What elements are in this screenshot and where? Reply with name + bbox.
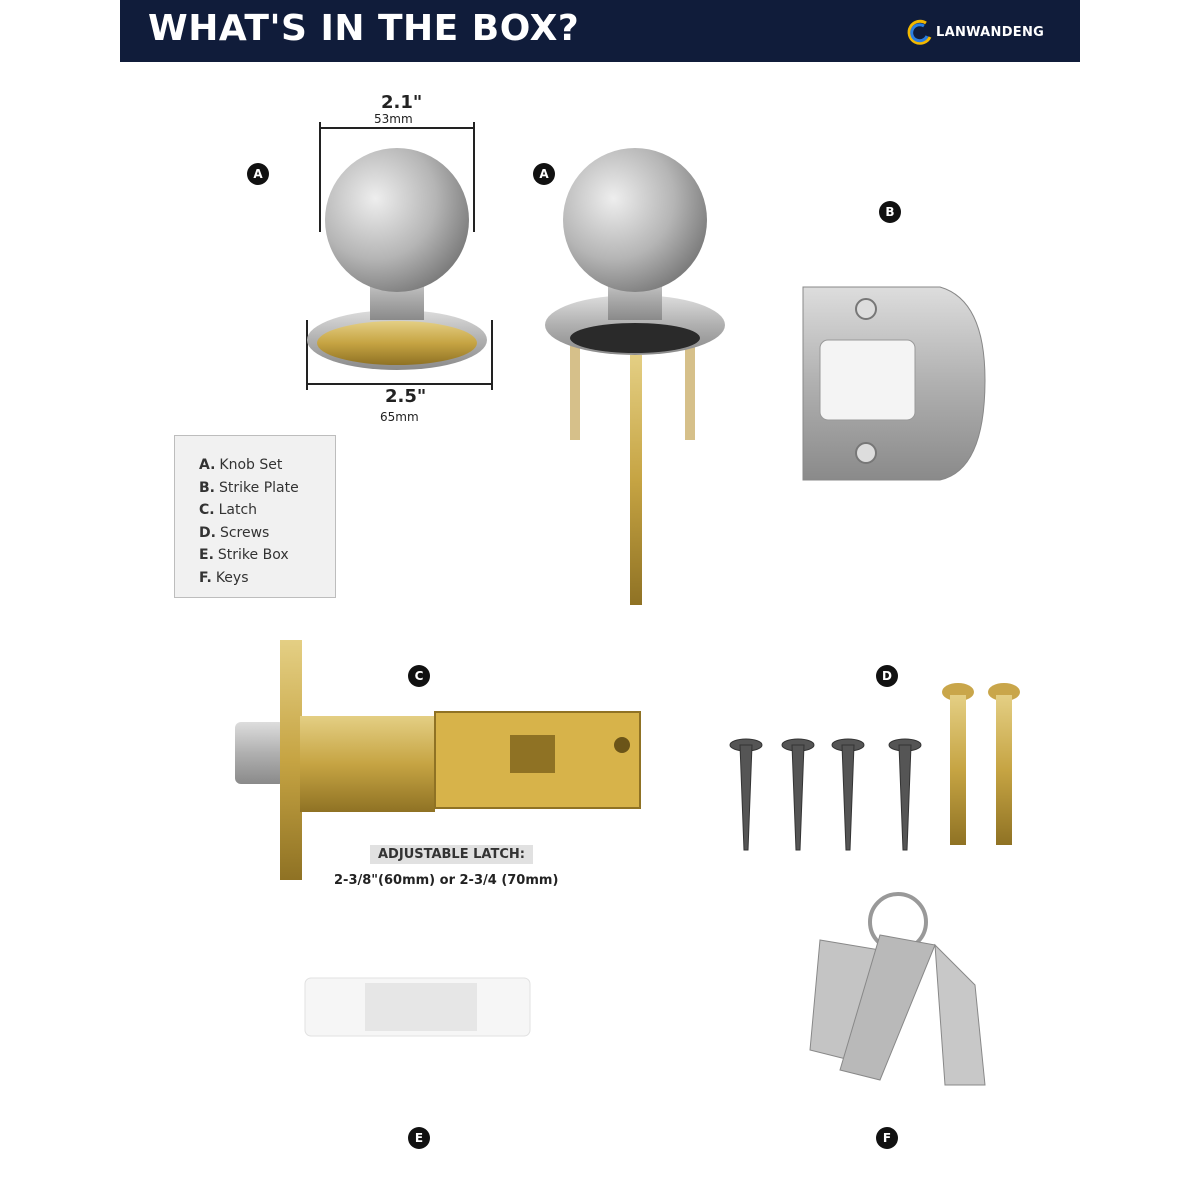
screws xyxy=(730,739,921,850)
legend-item: D. Screws xyxy=(199,524,270,541)
badge-b: B xyxy=(879,201,901,223)
badge-c: C xyxy=(408,665,430,687)
latch-caption-tag: ADJUSTABLE LATCH: xyxy=(370,845,533,864)
brand-name: LANWANDENG xyxy=(936,24,1045,40)
legend-item: C. Latch xyxy=(199,502,258,518)
legend-item: A. Knob Set xyxy=(199,457,283,473)
badge-d: D xyxy=(876,665,898,687)
dimension-bottom-inches: 2.5" xyxy=(385,386,427,407)
knob-right xyxy=(545,148,725,605)
keys xyxy=(810,894,985,1085)
badge-f: F xyxy=(876,1127,898,1149)
badge-a-right: A xyxy=(533,163,555,185)
strike-plate xyxy=(803,287,985,480)
badge-a-left: A xyxy=(247,163,269,185)
latch xyxy=(235,640,640,880)
legend-item: E. Strike Box xyxy=(199,547,289,563)
legend-item: F. Keys xyxy=(199,569,249,586)
strike-box xyxy=(305,978,530,1036)
legend-item: B. Strike Plate xyxy=(199,479,299,496)
dimension-top-inches: 2.1" xyxy=(381,92,423,113)
page-title: WHAT'S IN THE BOX? xyxy=(148,8,580,49)
dimension-bottom-mm: 65mm xyxy=(380,410,419,424)
machine-screws xyxy=(942,683,1020,845)
dimension-top-mm: 53mm xyxy=(374,112,413,126)
badge-e: E xyxy=(408,1127,430,1149)
knob-left xyxy=(307,148,487,370)
parts-legend xyxy=(174,435,336,598)
latch-caption-size: 2-3/8"(60mm) or 2-3/4 (70mm) xyxy=(334,873,559,888)
